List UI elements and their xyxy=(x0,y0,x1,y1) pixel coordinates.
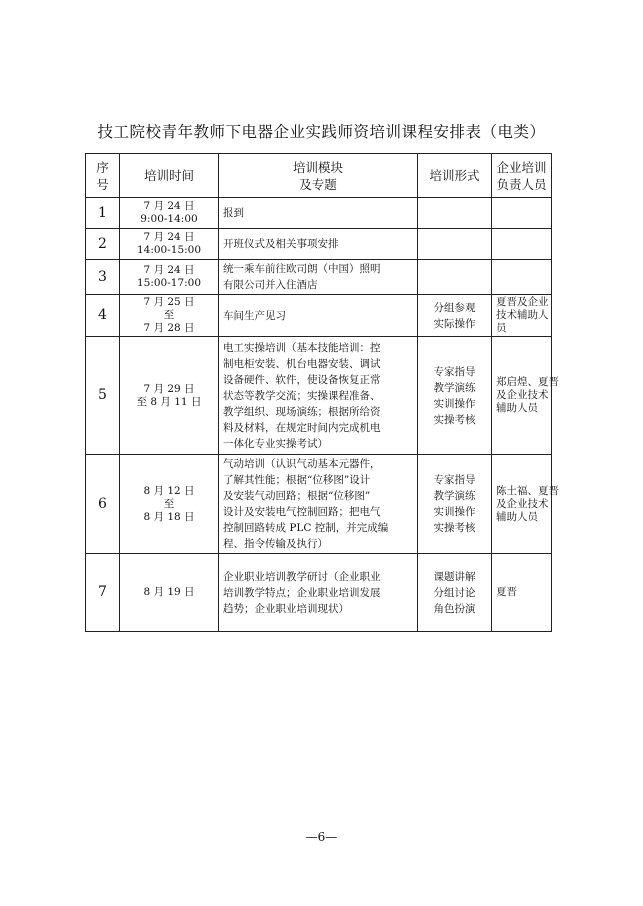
training-module-line: 培训教学特点；企业职业培训发展 xyxy=(223,586,381,599)
training-time-line: 至 8 月 11 日 xyxy=(136,395,202,408)
training-time-line: 7 月 24 日 xyxy=(143,231,195,243)
course-schedule-table xyxy=(85,153,559,632)
training-module-line: 开班仪式及相关事项安排 xyxy=(223,238,339,250)
training-form xyxy=(418,455,492,554)
table-row xyxy=(86,295,552,337)
training-module-line: 电工实操培训（基本技能培训：控 xyxy=(223,341,381,354)
responsible-person xyxy=(492,295,552,337)
row-number: 4 xyxy=(86,295,120,337)
training-time-line: 14:00-15:00 xyxy=(136,244,202,256)
training-time-line: 7 月 24 日 xyxy=(143,200,195,212)
responsible-person-line: 员 xyxy=(496,322,507,334)
header-module: 培训模块 及专题 xyxy=(219,154,418,198)
training-time xyxy=(120,455,219,554)
training-form-line: 实操考核 xyxy=(433,413,476,426)
responsible-person-line: 郑启煌、夏晋 xyxy=(496,376,559,388)
training-form xyxy=(418,554,492,632)
training-time-line: 9:00-14:00 xyxy=(140,213,198,225)
training-form-line: 教学演练 xyxy=(433,490,476,502)
training-module-line: 一体化专业实操考试） xyxy=(223,437,328,450)
training-form xyxy=(418,198,492,229)
table-row xyxy=(86,455,552,554)
training-time-line: 7 月 28 日 xyxy=(143,322,195,334)
training-time-line: 至 xyxy=(163,497,175,510)
training-time-line: 7 月 25 日 xyxy=(143,296,195,308)
table-row xyxy=(86,198,552,229)
training-module-line: 了解其性能；根据“位移图”设计 xyxy=(223,474,371,486)
training-module-line: 报到 xyxy=(223,207,244,219)
training-module-line: 气动培训（认识气动基本元器件， xyxy=(223,458,381,470)
training-form xyxy=(418,229,492,260)
training-module-line: 程、指令传输及执行） xyxy=(223,538,328,550)
responsible-person xyxy=(492,229,552,260)
header-seq: 序 号 xyxy=(86,154,120,198)
training-time xyxy=(120,229,219,260)
responsible-person-line: 夏晋及企业 xyxy=(496,296,549,308)
responsible-person-line: 辅助人员 xyxy=(496,510,538,523)
training-module-line: 料及材料，在规定时间内完成机电 xyxy=(223,421,381,434)
header-form: 培训形式 xyxy=(418,154,492,198)
training-module-line: 统一乘车前往欧司朗（中国）照明 xyxy=(223,263,381,275)
training-time xyxy=(120,198,219,229)
training-form xyxy=(418,260,492,295)
row-number: 7 xyxy=(86,554,120,632)
training-time xyxy=(120,295,219,337)
training-module xyxy=(219,198,418,229)
training-time-line: 8 月 12 日 xyxy=(143,484,195,497)
training-time-line: 8 月 18 日 xyxy=(143,510,195,523)
training-form xyxy=(418,295,492,337)
training-form-line: 课题讲解 xyxy=(433,570,476,583)
training-form xyxy=(418,337,492,455)
training-form-line: 实训操作 xyxy=(433,506,476,518)
responsible-person xyxy=(492,455,559,554)
training-module xyxy=(219,295,418,337)
training-form-line: 实训操作 xyxy=(433,397,476,410)
row-number: 3 xyxy=(86,260,120,295)
training-module-line: 车间生产见习 xyxy=(223,309,286,322)
table-row xyxy=(86,260,552,295)
row-number: 6 xyxy=(86,455,120,554)
header-row xyxy=(86,154,552,198)
responsible-person-line: 及企业技术 xyxy=(496,497,549,510)
document-title: 技工院校青年教师下电器企业实践师资培训课程安排表（电类） xyxy=(97,123,546,141)
training-time-line: 15:00-17:00 xyxy=(136,277,202,289)
training-form-line: 实际操作 xyxy=(433,317,476,330)
training-module-line: 有限公司并入住酒店 xyxy=(223,279,318,291)
header-time: 培训时间 xyxy=(120,154,219,198)
training-time xyxy=(120,337,219,455)
table-row xyxy=(86,229,552,260)
training-form-line: 实操考核 xyxy=(433,522,476,534)
table-row xyxy=(86,337,552,455)
training-form-line: 专家指导 xyxy=(433,365,476,378)
training-module-line: 及安装气动回路；根据“位移图” xyxy=(223,490,371,502)
training-time-line: 7 月 24 日 xyxy=(143,264,195,276)
responsible-person xyxy=(492,260,552,295)
training-module xyxy=(219,554,418,632)
training-module xyxy=(219,229,418,260)
training-time xyxy=(120,260,219,295)
training-time-line: 7 月 29 日 xyxy=(143,382,195,395)
responsible-person xyxy=(492,337,559,455)
training-module-line: 趋势；企业职业培训现状） xyxy=(223,602,349,615)
training-time-line: 至 xyxy=(163,309,175,321)
training-module-line: 控制回路转成 PLC 控制，并完成编 xyxy=(223,522,389,534)
page-number: —6— xyxy=(305,830,338,844)
table-row xyxy=(86,554,552,632)
training-form-line: 教学演练 xyxy=(433,381,476,394)
responsible-person xyxy=(492,554,552,632)
responsible-person-line: 辅助人员 xyxy=(496,402,538,414)
training-module xyxy=(219,337,418,455)
training-time-line: 8 月 19 日 xyxy=(143,586,195,598)
header-responsible: 企业培训 负责人员 xyxy=(492,154,552,198)
training-module-line: 设计及安装电气控制回路；把电气 xyxy=(223,506,381,518)
responsible-person-line: 及企业技术 xyxy=(496,389,549,401)
row-number: 1 xyxy=(86,198,120,229)
training-module-line: 教学组织、现场演练；根据所给资 xyxy=(223,405,381,418)
training-module-line: 设备硬件、软件，使设备恢复正常 xyxy=(223,373,381,386)
row-number: 5 xyxy=(86,337,120,455)
training-time xyxy=(120,554,219,632)
training-form-line: 分组讨论 xyxy=(433,586,476,599)
row-number: 2 xyxy=(86,229,120,260)
training-module xyxy=(219,260,418,295)
responsible-person-line: 夏晋 xyxy=(496,586,517,598)
training-form-line: 分组参观 xyxy=(433,301,476,314)
responsible-person xyxy=(492,198,552,229)
training-form-line: 专家指导 xyxy=(433,474,476,486)
responsible-person-line: 技术辅助人 xyxy=(496,309,549,321)
training-form-line: 角色扮演 xyxy=(433,602,476,615)
training-module-line: 状态等教学交流；实操课程准备、 xyxy=(223,389,381,402)
training-module xyxy=(219,455,418,554)
responsible-person-line: 陈土福、夏晋 xyxy=(496,484,559,497)
training-module-line: 制电柜安装、机台电器安装、调试 xyxy=(223,357,381,370)
training-module-line: 企业职业培训教学研讨（企业职业 xyxy=(223,570,381,583)
